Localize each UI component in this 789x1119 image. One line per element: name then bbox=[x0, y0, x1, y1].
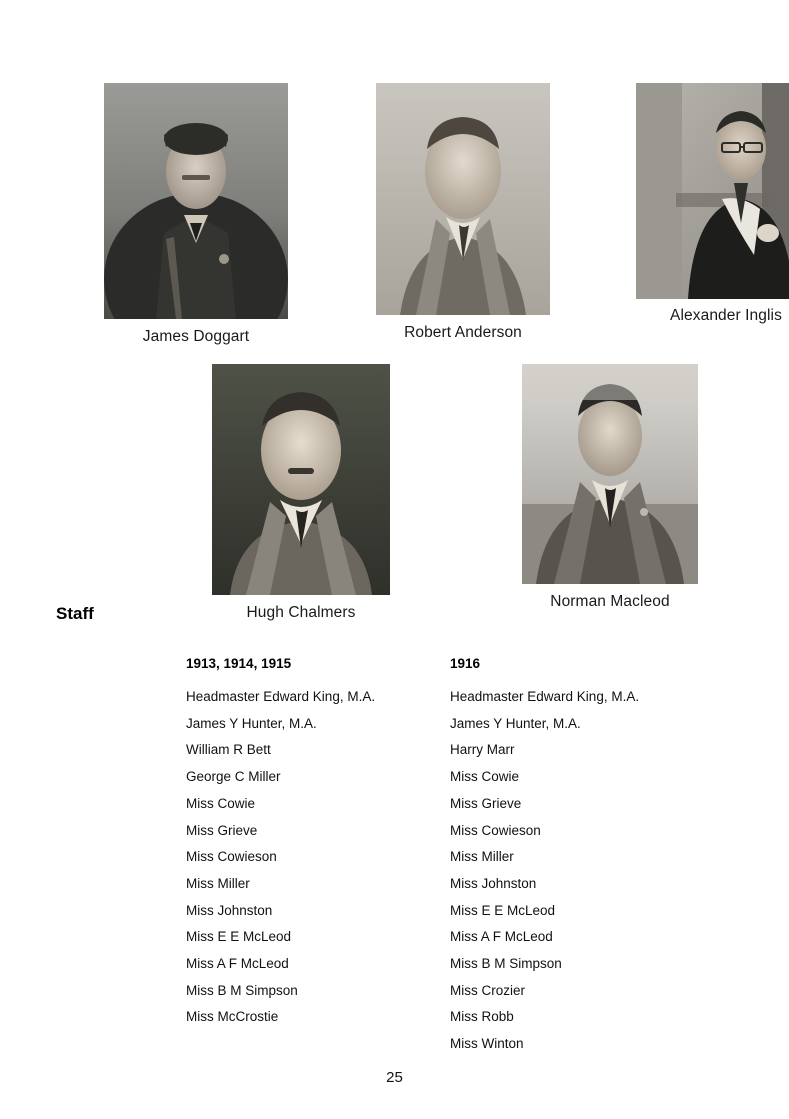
staff-name: Headmaster Edward King, M.A. bbox=[450, 689, 640, 704]
figure-robert-anderson bbox=[376, 83, 550, 342]
staff-name: William R Bett bbox=[186, 742, 271, 758]
staff-name: Headmaster Edward King, M.A. bbox=[186, 689, 376, 704]
staff-name: Miss Winton bbox=[450, 1036, 524, 1052]
staff-name: Miss Grieve bbox=[450, 795, 522, 811]
photo-norman-macleod bbox=[522, 364, 698, 584]
figure-james-doggart bbox=[104, 83, 288, 346]
photo-caption: James Doggart bbox=[142, 328, 250, 345]
staff-name: George C Miller bbox=[186, 769, 281, 785]
staff-name: Miss Miller bbox=[186, 875, 250, 891]
photo-caption: Alexander Inglis bbox=[670, 307, 782, 324]
staff-name: Miss E E McLeod bbox=[450, 902, 556, 918]
staff-name: Miss Cowie bbox=[186, 795, 256, 811]
portrait-man-suit-icon bbox=[376, 83, 550, 315]
staff-name: Miss E E McLeod bbox=[186, 929, 292, 945]
staff-name: Miss Johnston bbox=[186, 902, 273, 918]
staff-name: Miss A F McLeod bbox=[186, 956, 289, 972]
photo-james-doggart bbox=[104, 83, 288, 319]
photo-hugh-chalmers bbox=[212, 364, 390, 595]
photo-row-top bbox=[64, 67, 789, 362]
staff-name: Miss Robb bbox=[450, 1009, 514, 1025]
staff-name: Miss Crozier bbox=[450, 982, 526, 998]
portrait-soldier-icon bbox=[104, 83, 288, 319]
figure-norman-macleod bbox=[522, 364, 698, 611]
photo-caption: Hugh Chalmers bbox=[246, 604, 356, 621]
staff-column-1916 bbox=[450, 656, 714, 1058]
photo-row-bottom bbox=[172, 348, 738, 638]
staff-name: Miss Grieve bbox=[186, 822, 258, 838]
staff-name: Miss Cowieson bbox=[450, 822, 541, 838]
figure-alexander-inglis bbox=[636, 83, 789, 325]
photo-man-tweed-jacket-icon bbox=[522, 364, 698, 584]
photo-caption: Robert Anderson bbox=[404, 324, 522, 341]
section-heading-staff: Staff bbox=[56, 604, 94, 623]
staff-lists bbox=[186, 656, 714, 1058]
staff-name: Miss McCrostie bbox=[186, 1009, 279, 1025]
staff-column-title: 1913, 1914, 1915 bbox=[186, 656, 292, 671]
page-number: 25 bbox=[386, 1069, 403, 1086]
staff-name: Miss B M Simpson bbox=[450, 956, 562, 972]
staff-name: James Y Hunter, M.A. bbox=[450, 715, 581, 731]
staff-column-1913-1915 bbox=[186, 656, 450, 1058]
staff-name: Miss Cowieson bbox=[186, 849, 277, 865]
staff-name: Miss Miller bbox=[450, 849, 514, 865]
staff-name: Harry Marr bbox=[450, 742, 515, 758]
photo-caption: Norman Macleod bbox=[550, 593, 670, 610]
portrait-man-moustache-icon bbox=[212, 364, 390, 595]
photo-alexander-inglis bbox=[636, 83, 789, 299]
photo-man-academic-gown-icon bbox=[636, 83, 789, 299]
staff-name: Miss Johnston bbox=[450, 875, 537, 891]
staff-name: James Y Hunter, M.A. bbox=[186, 715, 317, 731]
staff-name: Miss Cowie bbox=[450, 769, 520, 785]
staff-column-title: 1916 bbox=[450, 656, 481, 671]
staff-name: Miss B M Simpson bbox=[186, 982, 298, 998]
photo-robert-anderson bbox=[376, 83, 550, 315]
figure-hugh-chalmers bbox=[212, 364, 390, 622]
staff-name: Miss A F McLeod bbox=[450, 929, 553, 945]
